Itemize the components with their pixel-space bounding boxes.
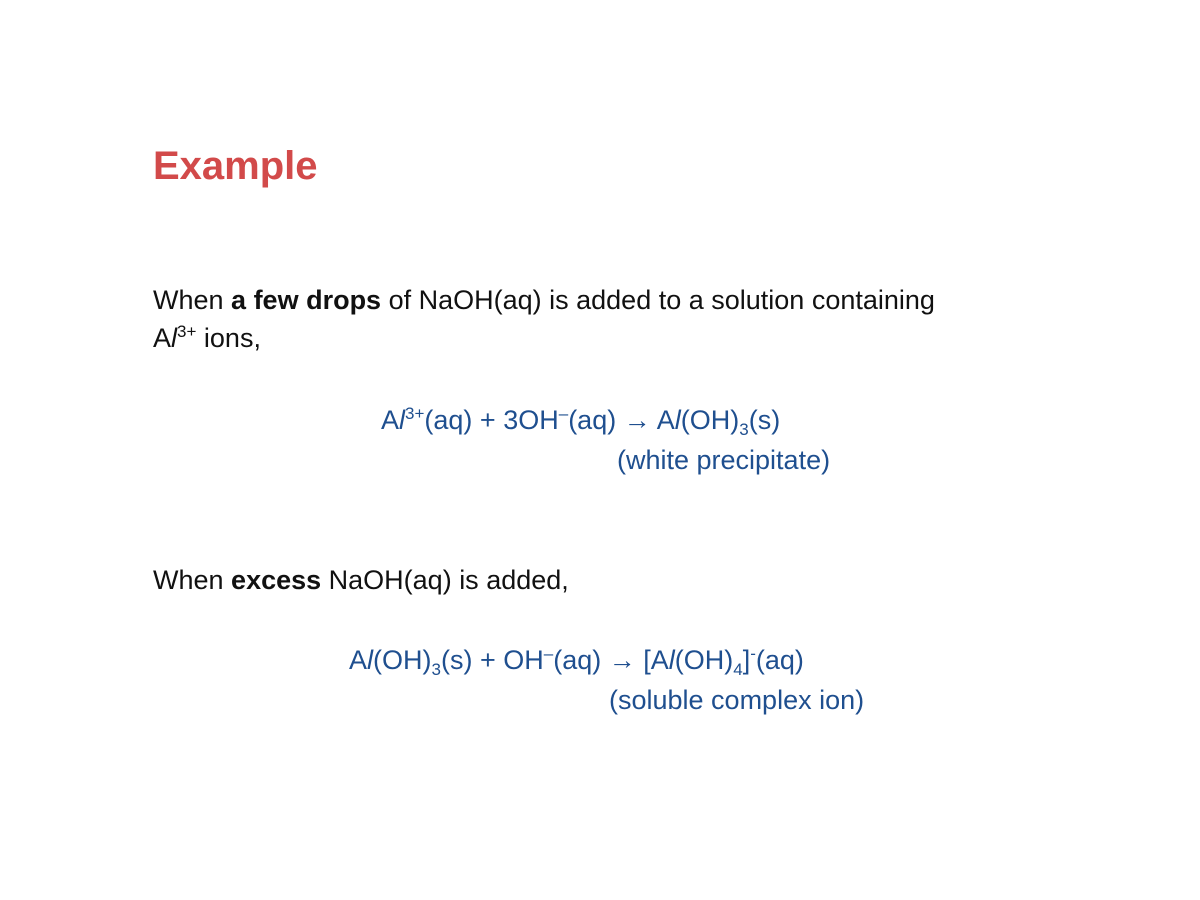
eq1-mid4: (OH) [680, 405, 740, 435]
eq2-mid6: ] [742, 645, 751, 675]
eq1-mid1: (aq) + 3OH [424, 405, 559, 435]
eq2-sub2: 4 [733, 660, 743, 680]
eq2-sub1: 3 [431, 660, 441, 680]
para1-text-after: of NaOH(aq) is added to a solution containing [381, 285, 935, 315]
eq1-charge: 3+ [405, 404, 425, 423]
eq2-mid2: (s) + OH [440, 645, 544, 675]
equation-2 [349, 641, 804, 679]
equation-1 [381, 401, 780, 439]
para1-bold-phrase: a few drops [231, 285, 382, 315]
arrow-icon: → [623, 405, 651, 435]
paragraph-excess [153, 561, 1133, 599]
equation-2-note: (soluble complex ion) [609, 685, 865, 715]
eq1-a: A [381, 405, 400, 435]
para1-al-charge: 3+ [177, 322, 197, 341]
para1-al-A: A [153, 323, 172, 353]
eq1-l: l [399, 405, 406, 435]
eq2-end: (aq) [755, 645, 804, 675]
eq1-sub: 3 [739, 420, 749, 440]
eq2-sup: - [750, 644, 756, 663]
para1-ions: ions, [196, 323, 261, 353]
para1-al-l: l [171, 323, 178, 353]
eq2-minus: – [543, 644, 554, 663]
paragraph-few-drops [153, 281, 1133, 357]
eq1-minus: – [558, 404, 569, 423]
eq2-mid5: (OH) [674, 645, 734, 675]
para1-text-before: When [153, 285, 232, 315]
eq2-mid4: [A [635, 645, 669, 675]
eq1-mid2: (aq) [568, 405, 624, 435]
eq1-mid3: A [650, 405, 675, 435]
para2-text-before: When [153, 565, 232, 595]
para2-bold-phrase: excess [231, 565, 322, 595]
eq2-mid3: (aq) [553, 645, 609, 675]
equation-1-note: (white precipitate) [617, 445, 831, 475]
eq2-l2: l [668, 645, 675, 675]
eq1-end: (s) [748, 405, 781, 435]
eq2-l: l [367, 645, 374, 675]
arrow-icon: → [608, 645, 636, 675]
eq2-mid1: (OH) [373, 645, 432, 675]
para2-text-after: NaOH(aq) is added, [321, 565, 569, 595]
eq2-a: A [349, 645, 368, 675]
slide-title: Example [153, 144, 318, 188]
eq1-l2: l [674, 405, 681, 435]
